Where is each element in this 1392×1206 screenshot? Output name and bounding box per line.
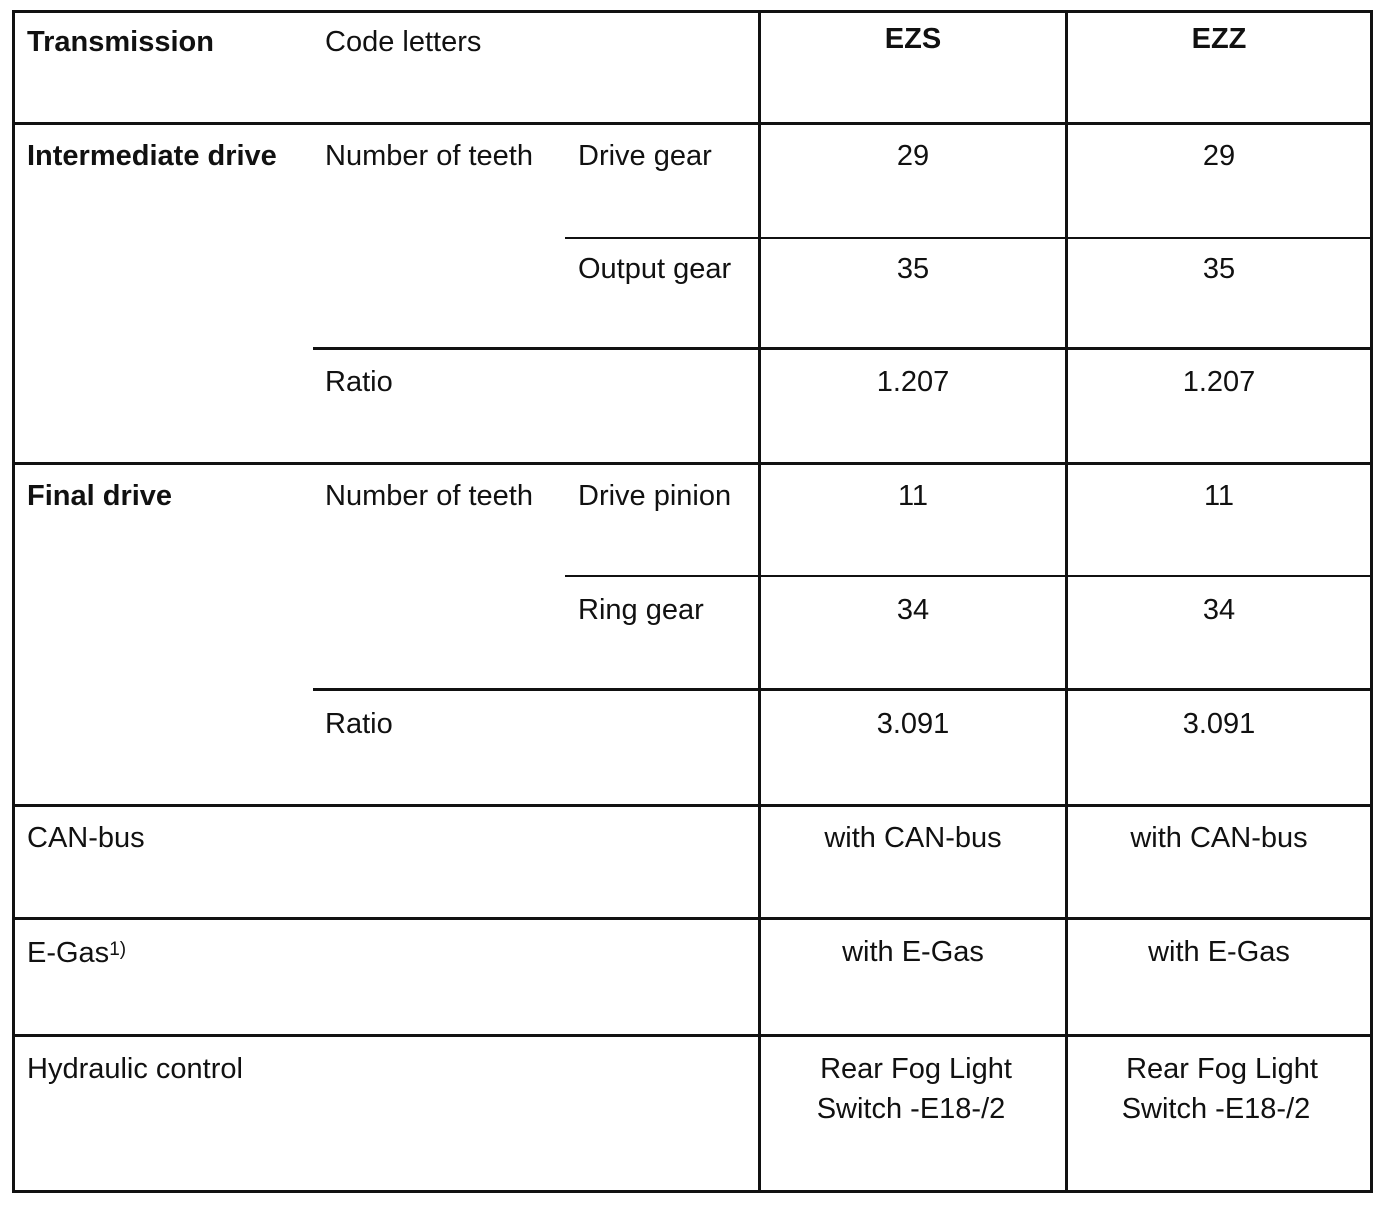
intermediate-ratio-ezs: 1.207 <box>876 366 950 398</box>
header-code-ezs: EZS <box>884 23 942 55</box>
can-bus-label: CAN-bus <box>27 822 145 854</box>
hydraulic-control-ezz-line1: Rear Fog Light <box>1126 1053 1318 1085</box>
row-divider <box>313 688 1373 691</box>
row-divider <box>12 1034 1373 1037</box>
header-code-letters: Code letters <box>325 26 482 58</box>
row-divider <box>565 575 1373 577</box>
e-gas-label-cell <box>27 936 126 974</box>
final-drive-label: Final drive <box>27 480 173 512</box>
header-transmission: Transmission <box>27 26 214 58</box>
can-bus-ezz: with CAN-bus <box>1130 822 1308 854</box>
output-gear-label: Output gear <box>578 253 732 285</box>
drive-gear-ezs: 29 <box>896 140 930 172</box>
ring-gear-ezs: 34 <box>896 594 930 626</box>
header-code-ezz: EZZ <box>1191 23 1247 55</box>
output-gear-ezs: 35 <box>896 253 930 285</box>
e-gas-footnote-marker: 1) <box>109 939 127 960</box>
ring-gear-label: Ring gear <box>578 594 704 626</box>
table-border-right <box>1370 10 1373 1193</box>
row-divider <box>12 917 1373 920</box>
e-gas-ezs: with E-Gas <box>842 936 984 968</box>
intermediate-drive-label: Intermediate drive <box>27 140 277 172</box>
e-gas-ezz: with E-Gas <box>1148 936 1290 968</box>
intermediate-ratio-label: Ratio <box>325 366 393 398</box>
drive-pinion-ezs: 11 <box>897 480 929 512</box>
can-bus-ezs: with CAN-bus <box>824 822 1002 854</box>
row-divider <box>565 237 1373 239</box>
e-gas-label: E-Gas <box>27 937 110 969</box>
intermediate-teeth-label: Number of teeth <box>325 140 533 172</box>
final-ratio-ezs: 3.091 <box>876 708 950 740</box>
row-divider <box>313 347 1373 350</box>
final-teeth-label: Number of teeth <box>325 480 533 512</box>
row-divider <box>12 122 1373 125</box>
hydraulic-control-label: Hydraulic control <box>27 1053 243 1085</box>
row-divider <box>12 462 1373 465</box>
row-divider <box>12 804 1373 807</box>
output-gear-ezz: 35 <box>1202 253 1236 285</box>
drive-pinion-ezz: 11 <box>1203 480 1235 512</box>
final-ratio-ezz: 3.091 <box>1182 708 1256 740</box>
table-border-top <box>12 10 1373 13</box>
table-border-left <box>12 10 15 1193</box>
drive-gear-label: Drive gear <box>578 140 712 172</box>
table-border-bottom <box>12 1190 1373 1193</box>
intermediate-ratio-ezz: 1.207 <box>1182 366 1256 398</box>
ring-gear-ezz: 34 <box>1202 594 1236 626</box>
hydraulic-control-ezz-line2: Switch -E18-/2 <box>1121 1093 1311 1125</box>
drive-gear-ezz: 29 <box>1202 140 1236 172</box>
hydraulic-control-ezs-line1: Rear Fog Light <box>820 1053 1012 1085</box>
drive-pinion-label: Drive pinion <box>578 480 732 512</box>
hydraulic-control-ezs-line2: Switch -E18-/2 <box>816 1093 1006 1125</box>
final-ratio-label: Ratio <box>325 708 393 740</box>
